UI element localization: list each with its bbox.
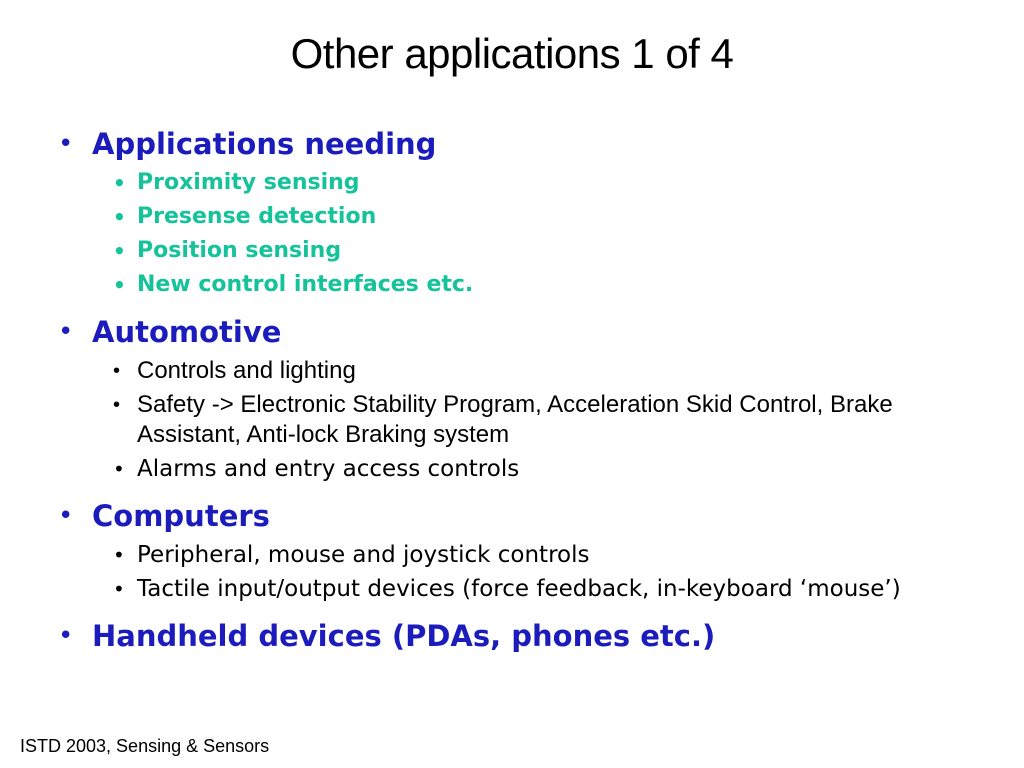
sub-bullet-text: Controls and lighting <box>137 357 356 384</box>
bullet-dot: • <box>58 621 74 651</box>
bullet-automotive <box>58 312 1024 352</box>
sub-bullet-text: Tactile input/output devices (force feedback, in-keyboard ‘mouse’) <box>137 576 901 602</box>
sub-bullet-text: Proximity sensing <box>137 170 360 195</box>
bullet-dot: • <box>113 239 126 263</box>
sub-bullet-peripheral <box>113 540 1024 570</box>
sub-bullet-text: Presense detection <box>137 204 377 229</box>
sub-bullet-text: Position sensing <box>137 238 342 263</box>
bullet-dot: • <box>113 543 125 567</box>
bullet-dot: • <box>113 394 121 416</box>
sub-bullet-safety <box>113 390 977 450</box>
bullet-text: Handheld devices (PDAs, phones etc.) <box>92 619 716 653</box>
sub-bullet-control-interfaces <box>113 270 1024 300</box>
bullet-dot: • <box>113 171 126 195</box>
bullet-dot: • <box>113 577 125 601</box>
bullet-text: Applications needing <box>92 127 437 161</box>
bullet-computers <box>58 496 1024 536</box>
sub-bullet-position <box>113 236 1024 266</box>
bullet-dot: • <box>113 457 125 481</box>
bullet-handheld-devices <box>58 616 1024 656</box>
sub-bullet-text: Alarms and entry access controls <box>137 456 520 482</box>
bullet-text: Automotive <box>92 315 282 349</box>
sub-bullet-alarms <box>113 454 1024 484</box>
sub-bullet-presense <box>113 202 1024 232</box>
sub-bullet-proximity <box>113 168 1024 198</box>
bullet-applications-needing <box>58 124 1024 164</box>
slide-footer: ISTD 2003, Sensing & Sensors <box>20 736 270 756</box>
sub-bullet-text: New control interfaces etc. <box>137 272 474 297</box>
bullet-dot: • <box>58 129 74 159</box>
sub-bullet-controls-lighting <box>113 356 1024 386</box>
sub-bullet-tactile <box>113 574 977 604</box>
bullet-dot: • <box>58 501 74 531</box>
bullet-dot: • <box>58 317 74 347</box>
slide-body <box>0 118 1024 656</box>
sub-bullet-text: Safety -> Electronic Stability Program, Acceleration Skid Control, Brake Assistant, Anti-lock Braking system <box>137 391 893 448</box>
slide-title: Other applications 1 of 4 <box>290 30 734 77</box>
bullet-text: Computers <box>92 499 270 533</box>
bullet-dot: • <box>113 273 126 297</box>
bullet-dot: • <box>113 205 126 229</box>
bullet-dot: • <box>113 360 121 382</box>
sub-bullet-text: Peripheral, mouse and joystick controls <box>137 542 590 568</box>
